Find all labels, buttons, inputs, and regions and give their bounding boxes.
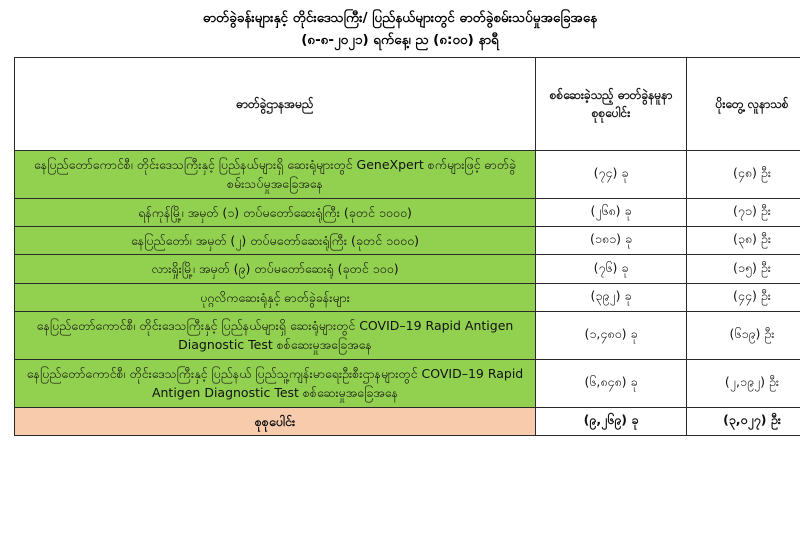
cell-new-positive: (၇၁) ဦး bbox=[687, 198, 800, 226]
cell-total-tests: (၁၈၁) ခု bbox=[536, 226, 687, 254]
cell-new-positive: (၄၈) ဦး bbox=[687, 150, 800, 198]
table-row bbox=[15, 359, 800, 407]
cell-lab-name: နေပြည်တော်၊ အမှတ် (၂) တပ်မတော်ဆေးရုံကြီး (ခုတင် ၁၀၀၀) bbox=[15, 226, 536, 254]
cell-lab-name: နေပြည်တော်ကောင်စီ၊ တိုင်းဒေသကြီးနှင့် ပြည်နယ်များရှိ ဆေးရုံများတွင် COVID–19 Rapid Antigen Diagnostic Test စစ်ဆေးမှုအခြေအနေ bbox=[15, 312, 536, 360]
table-row bbox=[15, 198, 800, 226]
cell-total-tests: (၇၆) ခု bbox=[536, 255, 687, 283]
cell-lab-name: နေပြည်တော်ကောင်စီ၊ တိုင်းဒေသကြီးနှင့် ပြည်နယ်များရှိ ဆေးရုံများတွင် GeneXpert စက်များဖြင့် ဓာတ်ခွဲစမ်းသပ်မှုအခြေအနေ bbox=[15, 150, 536, 198]
cell-new-positive: (၆၁၉) ဦး bbox=[687, 312, 800, 360]
column-header-new-positive: ပိုးတွေ့ လူနာသစ် bbox=[687, 57, 800, 150]
cell-total-tests: (၃၉၂) ခု bbox=[536, 283, 687, 311]
cell-total-tests: (၆,၈၄၈) ခု bbox=[536, 359, 687, 407]
table-row bbox=[15, 312, 800, 360]
table-body bbox=[15, 150, 800, 435]
cell-lab-name: နေပြည်တော်ကောင်စီ၊ တိုင်းဒေသကြီးနှင့် ပြည်နယ် ပြည်သူ့ကျန်းမာရေးဦးစီးဌာနများတွင် COVID–19 Rapid Antigen Diagnostic Test စစ်ဆေးမှုအခြေအနေ bbox=[15, 359, 536, 407]
cell-total-tests: (၁,၄၈၀) ခု bbox=[536, 312, 687, 360]
cell-new-positive: (၂,၁၉၂) ဦး bbox=[687, 359, 800, 407]
cell-new-positive: (၁၅) ဦး bbox=[687, 255, 800, 283]
page-title bbox=[14, 8, 786, 51]
table-row bbox=[15, 255, 800, 283]
table-row bbox=[15, 150, 800, 198]
cell-total-label: စုစုပေါင်း bbox=[15, 407, 536, 435]
cell-lab-name: ရန်ကုန်မြို့၊ အမှတ် (၁) တပ်မတော်ဆေးရုံကြီး (ခုတင် ၁၀၀၀) bbox=[15, 198, 536, 226]
column-header-total-tests: စစ်ဆေးခဲ့သည့် ဓာတ်ခွဲနမူနာ စုစုပေါင်း bbox=[536, 57, 687, 150]
cell-total-tests: (၂၆၈) ခု bbox=[536, 198, 687, 226]
cell-new-positive: (၄၄) ဦး bbox=[687, 283, 800, 311]
title-line-2: (၈-၈-၂၀၂၁) ရက်နေ့၊ ည (၈:၀၀) နာရီ bbox=[301, 31, 499, 48]
table-header bbox=[15, 57, 800, 150]
cell-total-positive: (၃,၀၂၇) ဦး bbox=[687, 407, 800, 435]
table-header-row bbox=[15, 57, 800, 150]
title-line-1: ဓာတ်ခွဲခန်းများနှင့် တိုင်းဒေသကြီး/ ပြည်နယ်များတွင် ဓာတ်ခွဲစမ်းသပ်မှုအခြေအနေ bbox=[202, 10, 598, 26]
cell-lab-name: ပုဂ္ဂလိကဆေးရုံနှင့် ဓာတ်ခွဲခန်းများ bbox=[15, 283, 536, 311]
cell-new-positive: (၃၈) ဦး bbox=[687, 226, 800, 254]
column-header-lab-name: ဓာတ်ခွဲဌာနအမည် bbox=[15, 57, 536, 150]
table-row bbox=[15, 226, 800, 254]
lab-results-table bbox=[14, 57, 800, 436]
cell-total-tests: (၉,၂၆၉) ခု bbox=[536, 407, 687, 435]
table-row bbox=[15, 283, 800, 311]
table-total-row bbox=[15, 407, 800, 435]
cell-total-tests: (၇၄) ခု bbox=[536, 150, 687, 198]
cell-lab-name: လားရှိုးမြို့၊ အမှတ် (၉) တပ်မတော်ဆေးရုံ (ခုတင် ၁၀၀) bbox=[15, 255, 536, 283]
